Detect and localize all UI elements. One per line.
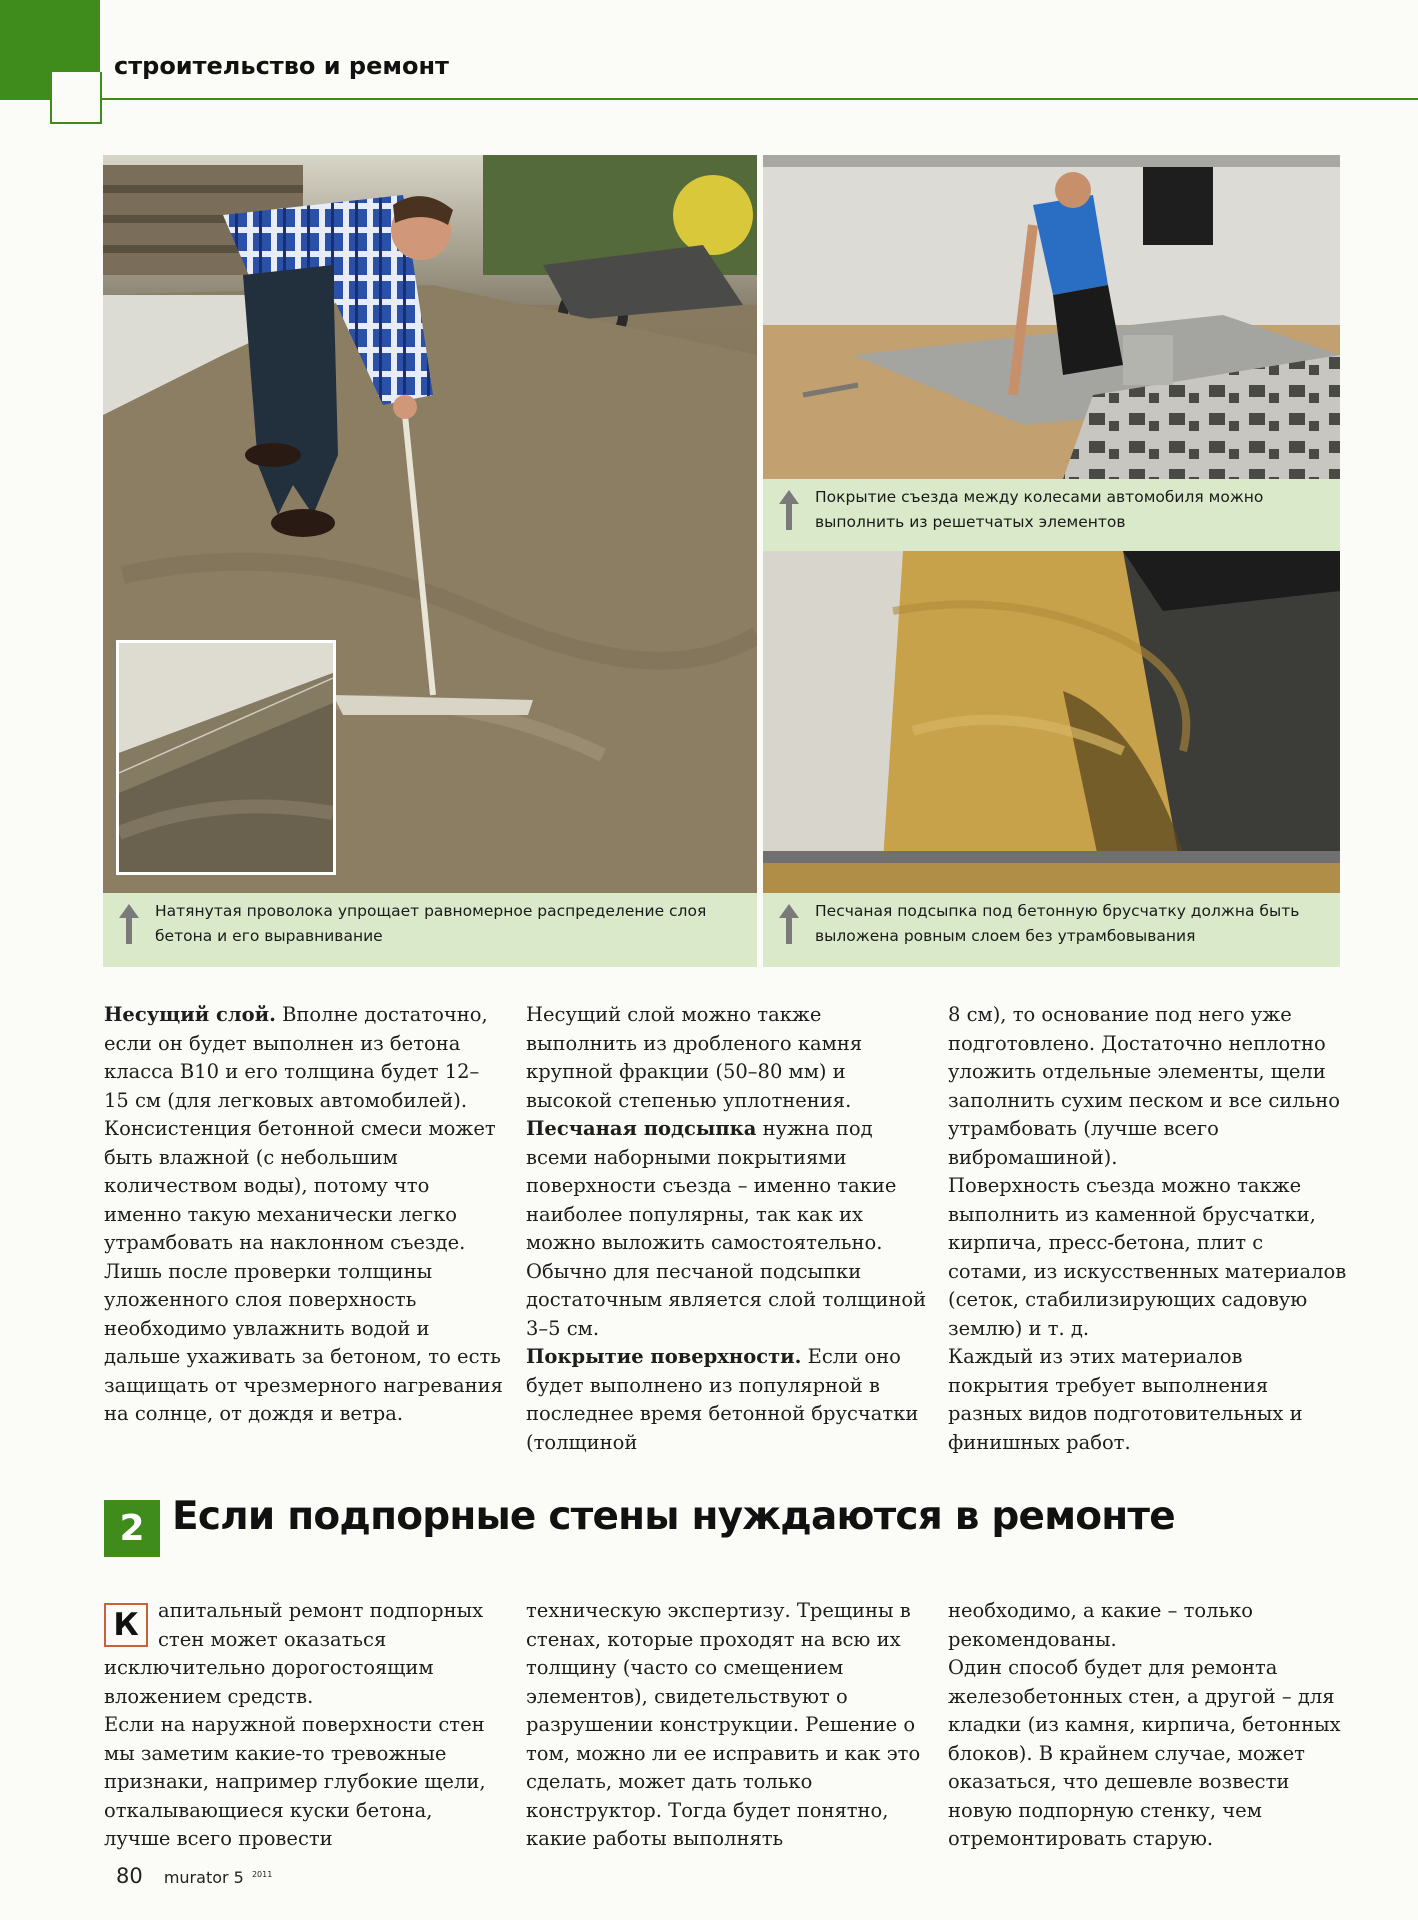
page-number: 80 <box>116 1864 143 1888</box>
caption-sand <box>763 893 1340 967</box>
text-column-5 <box>526 1597 931 1854</box>
photo-laying-paving-stones <box>763 155 1340 479</box>
paragraph: К апитальный ремонт подпорных стен может оказаться исключительно дорогостоящим вложением средств. <box>104 1599 484 1708</box>
arrow-up-icon <box>777 488 801 532</box>
photo-sand-bedding <box>763 551 1340 893</box>
paragraph: Покрытие поверхности. Если оно будет выполнено из популярной в последнее время бетонной брусчатки (толщиной <box>526 1345 919 1454</box>
section-number-badge: 2 <box>104 1500 160 1557</box>
text-column-2 <box>526 1001 931 1457</box>
paragraph: Поверхность съезда можно также выполнить из каменной брусчатки, кирпича, пресс-бетона, плит с сотами, из искусственных материалов (сеток, стабилизирующих садовую землю) и т. д. <box>948 1174 1347 1340</box>
section-heading: Если подпорные стены нуждаются в ремонте <box>172 1494 1175 1539</box>
section-title: строительство и ремонт <box>114 52 449 80</box>
issue-year: 2011 <box>251 1869 273 1879</box>
paragraph: Каждый из этих материалов покрытия требует выполнения разных видов подготовительных и финишных работ. <box>948 1345 1303 1454</box>
paragraph: Песчаная подсыпка нужна под всеми наборными покрытиями поверхности съезда – именно такие наиболее популярны, так как их можно выложить самостоятельно. Обычно для песчаной подсыпки достаточным является слой толщиной 3–5 см. <box>526 1117 927 1340</box>
arrow-up-icon <box>777 902 801 946</box>
header-rule <box>100 98 1418 100</box>
magazine-name: murator 5 <box>163 1868 244 1887</box>
paragraph: Один способ будет для ремонта железобетонных стен, а другой – для кладки (из камня, кирпича, бетонных блоков). В крайнем случае, может оказаться, что дешевле возвести новую подпорную стенку, чем отремонтировать старую. <box>948 1656 1341 1850</box>
text-column-4 <box>104 1597 504 1854</box>
caption-grid-elements <box>763 479 1340 551</box>
caption-wire-text: Натянутая проволока упрощает равномерное распределение слоя бетона и его выравнивание <box>155 902 707 945</box>
paragraph: необходимо, а какие – только рекомендованы. <box>948 1599 1254 1651</box>
caption-wire <box>103 893 757 967</box>
text-column-1 <box>104 1001 504 1429</box>
paragraph: Если на наружной поверхности стен мы заметим какие-то тревожные признаки, например глубокие щели, откалывающиеся куски бетона, лучше всего провести <box>104 1713 486 1850</box>
paragraph: Несущий слой. Вполне достаточно, если он будет выполнен из бетона класса B10 и его толщина будет 12–15 см (для легковых автомобилей). <box>104 1003 488 1112</box>
paragraph: Консистенция бетонной смеси может быть влажной (с небольшим количеством воды), потому что именно такую механически легко утрамбовать на наклонном съезде. Лишь после проверки толщины уложенного слоя поверхность необходимо увлажнить водой и дальше ухаживать за бетоном, то есть защищать от чрезмерного нагревания на солнце, от дождя и ветра. <box>104 1117 503 1425</box>
text-column-6 <box>948 1597 1348 1854</box>
text-column-3 <box>948 1001 1348 1457</box>
page-footer <box>116 1864 272 1888</box>
caption-sand-text: Песчаная подсыпка под бетонную брусчатку должна быть выложена ровным слоем без утрамбовывания <box>815 902 1300 945</box>
drop-cap: К <box>104 1603 148 1647</box>
paragraph: техническую экспертизу. Трещины в стенах, которые проходят на всю их толщину (часто со смещением элементов), свидетельствуют о разрушении конструкции. Решение о том, можно ли ее исправить и как это сделать, может дать только конструктор. Тогда будет понятно, какие работы выполнять <box>526 1599 921 1850</box>
paragraph: Несущий слой можно также выполнить из дробленого камня крупной фракции (50–80 мм) и высокой степенью уплотнения. <box>526 1003 863 1112</box>
photo-inset-concrete-surface <box>116 640 336 875</box>
arrow-up-icon <box>117 902 141 946</box>
paragraph: 8 см), то основание под него уже подготовлено. Достаточно неплотно уложить отдельные элементы, щели заполнить сухим песком и все сильно утрамбовать (лучше всего вибромашиной). <box>948 1003 1340 1169</box>
corner-notch <box>50 72 102 124</box>
caption-grid-text: Покрытие съезда между колесами автомобиля можно выполнить из решетчатых элементов <box>815 488 1264 531</box>
